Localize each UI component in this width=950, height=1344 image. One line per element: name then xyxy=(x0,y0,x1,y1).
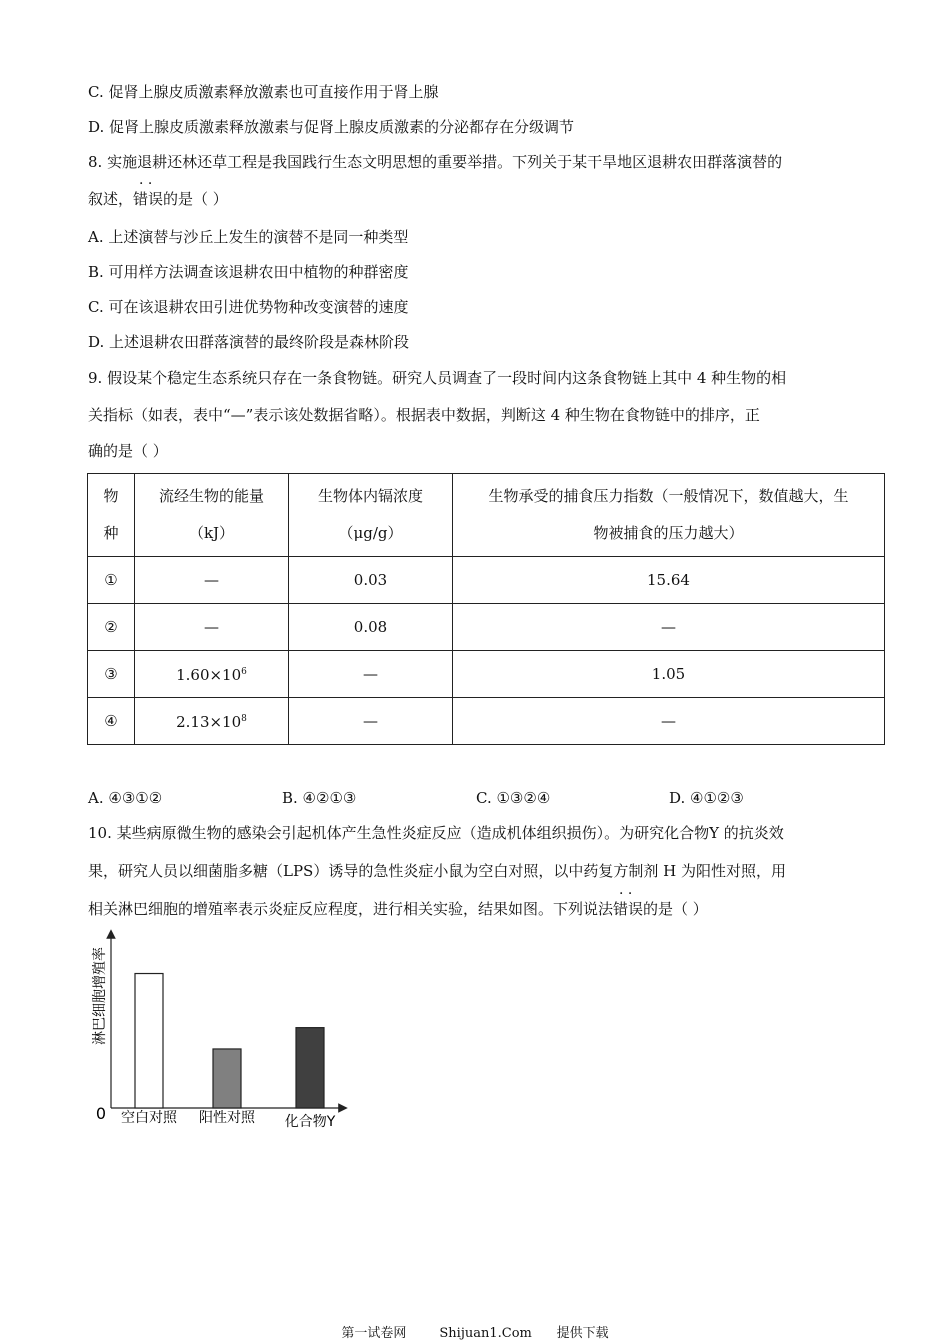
option-b-q8: B. 可用样方法调查该退耕农田中植物的种群密度 xyxy=(88,263,409,281)
cell-energy: — xyxy=(135,604,289,651)
y-axis-label: 淋巴细胞增殖率 xyxy=(92,947,108,1045)
option-c-q8: C. 可在该退耕农田引进优势物种改变演替的速度 xyxy=(88,298,409,316)
option-c-q7: C. 促肾上腺皮质激素释放激素也可直接作用于肾上腺 xyxy=(88,83,439,101)
header-species: 物 种 xyxy=(88,474,135,557)
option-a-q9: A. ④③①② xyxy=(88,789,163,807)
table-row xyxy=(88,698,885,745)
cell-pressure: 1.05 xyxy=(453,651,885,698)
option-a-q8: A. 上述演替与沙丘上发生的演替不是同一种类型 xyxy=(88,228,409,246)
question-10-text-end: 的是（ ） xyxy=(643,900,708,918)
cell-id: ④ xyxy=(88,698,135,745)
x-tick-label: 空白对照 xyxy=(121,1110,177,1126)
footer-site: 第一试卷网 xyxy=(341,1326,407,1341)
emphasis-wrong: · · 错误 xyxy=(133,189,163,209)
cell-cd: 0.08 xyxy=(289,604,453,651)
question-10-text: 相关淋巴细胞的增殖率表示炎症反应程度，进行相关实验，结果如图。下列说法 xyxy=(88,900,614,918)
table-row xyxy=(88,604,885,651)
header-cadmium: 生物体内镉浓度 （μg/g） xyxy=(289,474,453,557)
cell-energy: $1.60\times 10^6$ xyxy=(135,651,289,698)
data-table xyxy=(87,473,885,745)
question-8-line-1: 8. 实施退耕还林还草工程是我国践行生态文明思想的重要举措。下列关于某干旱地区退耕农田群落演替的 xyxy=(88,153,783,171)
x-tick-label: 化合物Y xyxy=(284,1114,336,1130)
bar-2 xyxy=(213,1049,241,1108)
cell-cd: — xyxy=(289,698,453,745)
question-9-line-1: 9. 假设某个稳定生态系统只存在一条食物链。研究人员调查了一段时间内这条食物链上其中 4 种生物的相 xyxy=(88,369,787,387)
footer-url: Shijuan1.Com xyxy=(439,1326,532,1341)
emphasis-wrong: · · 错误 xyxy=(613,899,643,919)
option-d-q7: D. 促肾上腺皮质激素释放激素与促肾上腺皮质激素的分泌都存在分级调节 xyxy=(88,118,575,136)
x-labels-group xyxy=(121,1109,336,1130)
cell-id: ② xyxy=(88,604,135,651)
question-10-line-2: 果，研究人员以细菌脂多糖（LPS）诱导的急性炎症小鼠为空白对照，以中药复方制剂 H 为阳性对照，用 xyxy=(88,862,786,880)
cell-pressure: — xyxy=(453,604,885,651)
question-8-text: 叙述， xyxy=(88,190,134,208)
question-9-line-2: 关指标（如表，表中“—”表示该处数据省略）。根据表中数据，判断这 4 种生物在食物链中的排序，正 xyxy=(88,406,760,424)
cell-energy: $2.13\times 10^8$ xyxy=(135,698,289,745)
footer xyxy=(0,1325,950,1343)
cell-pressure: 15.64 xyxy=(453,557,885,604)
x-tick-label: 阳性对照 xyxy=(199,1110,255,1126)
option-d-q9: D. ④①②③ xyxy=(669,789,744,807)
table-row xyxy=(88,651,885,698)
cell-cd: — xyxy=(289,651,453,698)
question-9-line-3: 确的是（ ） xyxy=(88,442,168,460)
cell-id: ③ xyxy=(88,651,135,698)
footer-note: 提供下载 xyxy=(556,1326,609,1341)
table-header-row xyxy=(88,474,885,557)
bar-1 xyxy=(135,974,163,1108)
question-8-text-end: 的是（ ） xyxy=(163,190,228,208)
header-energy: 流经生物的能量 （kJ） xyxy=(135,474,289,557)
origin-label: 0 xyxy=(95,1104,106,1123)
option-b-q9: B. ④②①③ xyxy=(282,789,357,807)
option-c-q9: C. ①③②④ xyxy=(476,789,551,807)
bar-3 xyxy=(296,1028,324,1108)
question-8-line-2 xyxy=(88,189,228,209)
question-10-line-3 xyxy=(88,899,708,919)
cell-energy: — xyxy=(135,557,289,604)
cell-cd: 0.03 xyxy=(289,557,453,604)
cell-pressure: — xyxy=(453,698,885,745)
table-row xyxy=(88,557,885,604)
header-pressure: 生物承受的捕食压力指数（一般情况下，数值越大，生 物被捕食的压力越大） xyxy=(453,474,885,557)
question-10-line-1: 10. 某些病原微生物的感染会引起机体产生急性炎症反应（造成机体组织损伤）。为研究化合物Y 的抗炎效 xyxy=(88,824,784,842)
cell-id: ① xyxy=(88,557,135,604)
option-d-q8: D. 上述退耕农田群落演替的最终阶段是森林阶段 xyxy=(88,333,410,351)
bar-chart xyxy=(88,926,358,1136)
bars-group xyxy=(135,974,324,1108)
